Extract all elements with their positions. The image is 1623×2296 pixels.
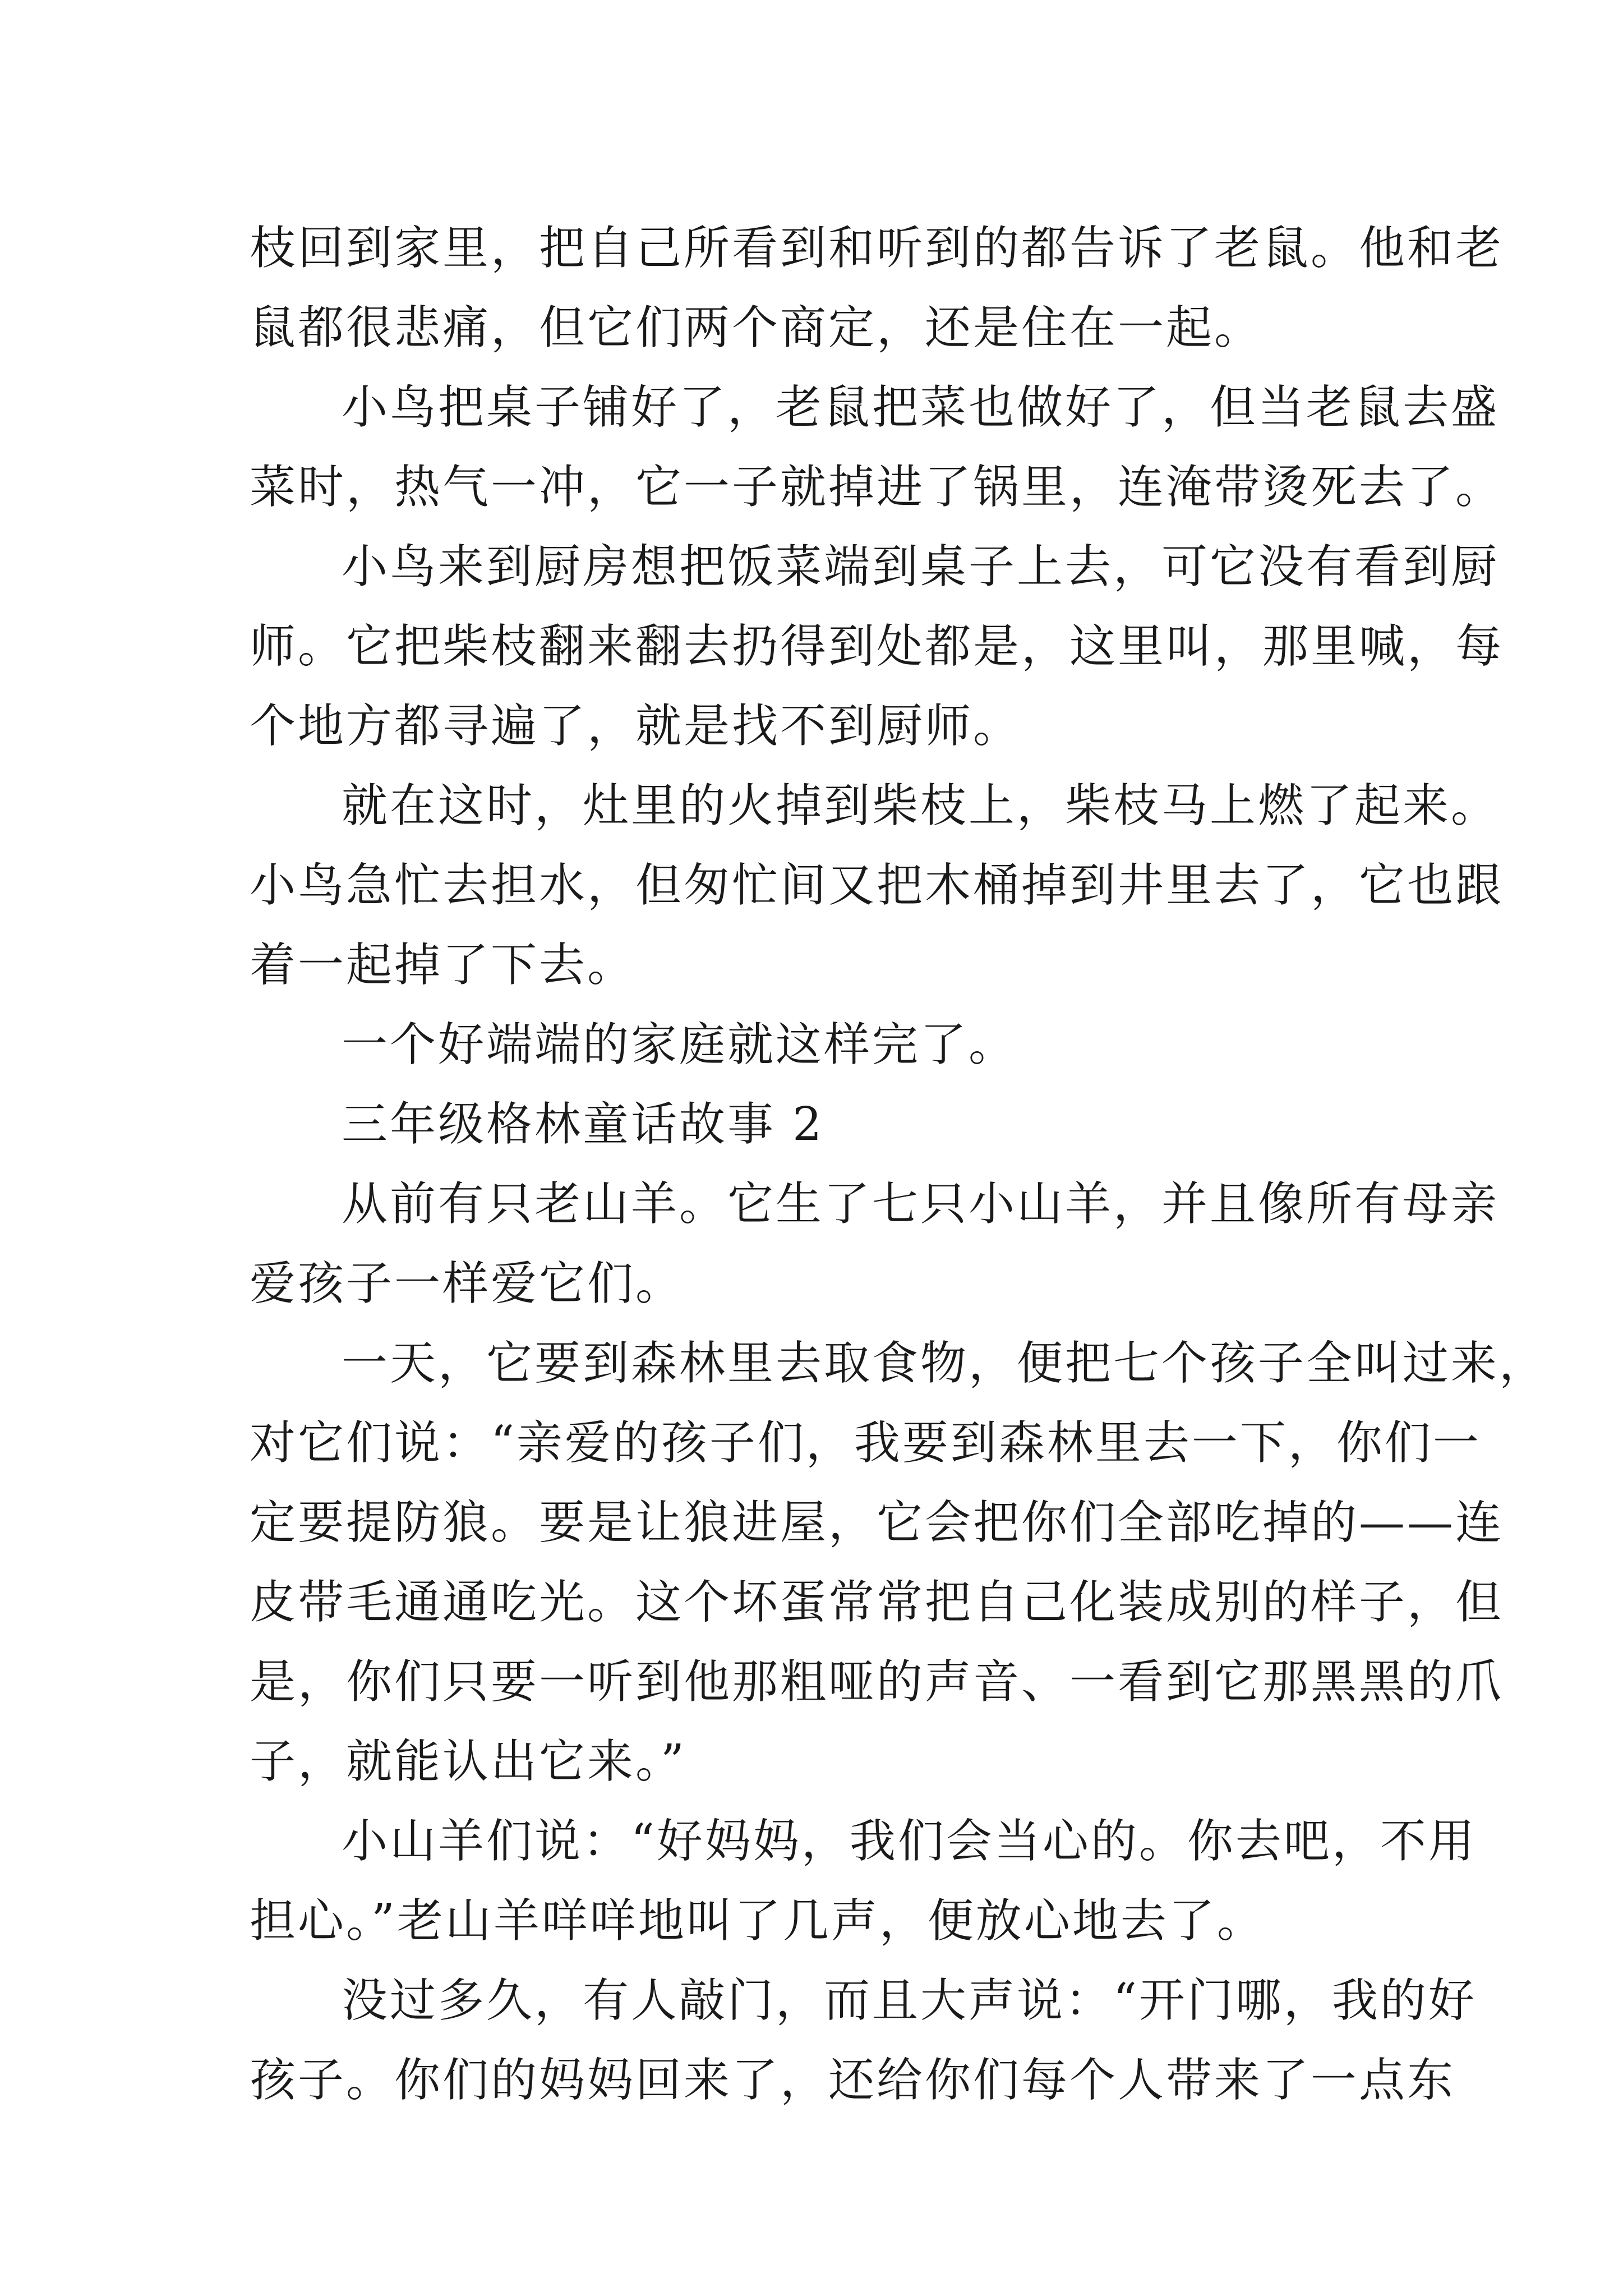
text-line: 师。它把柴枝翻来翻去扔得到处都是，这里叫，那里喊，每 (250, 620, 1504, 673)
text-line: 是，你们只要一听到他那粗哑的声音、一看到它那黑黑的爪 (250, 1655, 1504, 1709)
text-line: 定要提防狼。要是让狼进屋，它会把你们全部吃掉的——连 (250, 1496, 1504, 1549)
text-line: 菜时，热气一冲，它一子就掉进了锅里，连淹带烫死去了。 (250, 461, 1504, 514)
text-line: 子，就能认出它来。” (250, 1735, 686, 1788)
text-line: 从前有只老山羊。它生了七只小山羊，并且像所有母亲 (342, 1177, 1500, 1231)
text-line: 担心。”老山羊咩咩地叫了几声，便放心地去了。 (250, 1894, 1265, 1948)
text-line: 小鸟急忙去担水，但匆忙间又把木桶掉到井里去了，它也跟 (250, 859, 1504, 912)
text-line: 没过多久，有人敲门，而且大声说：“开门哪，我的好 (342, 1974, 1477, 2027)
text-line: 对它们说：“亲爱的孩子们，我要到森林里去一下，你们一 (250, 1416, 1481, 1470)
text-line: 小山羊们说：“好妈妈，我们会当心的。你去吧，不用 (342, 1815, 1477, 1868)
text-line: 皮带毛通通吃光。这个坏蛋常常把自己化装成别的样子，但 (250, 1576, 1504, 1629)
text-line: 孩子。你们的妈妈回来了，还给你们每个人带来了一点东 (250, 2054, 1456, 2107)
story-text (250, 209, 1548, 2120)
text-line: 枝回到家里，把自己所看到和听到的都告诉了老鼠。他和老 (250, 222, 1504, 275)
text-line: 小鸟把桌子铺好了，老鼠把菜也做好了，但当老鼠去盛 (342, 381, 1500, 434)
text-line: 鼠都很悲痛，但它们两个商定，还是住在一起。 (250, 301, 1263, 355)
text-line: 一天，它要到森林里去取食物，便把七个孩子全叫过来， (342, 1337, 1548, 1390)
text-line: 爱孩子一样爱它们。 (250, 1257, 684, 1310)
text-line: 小鸟来到厨房想把饭菜端到桌子上去，可它没有看到厨 (342, 540, 1500, 593)
text-line: 就在这时，灶里的火掉到柴枝上，柴枝马上燃了起来。 (342, 779, 1500, 832)
text-line: 一个好端端的家庭就这样完了。 (342, 1018, 1017, 1071)
text-line: 着一起掉了下去。 (250, 938, 636, 992)
section-heading: 三年级格林童话故事 2 (342, 1098, 824, 1151)
text-line: 个地方都寻遍了，就是找不到厨师。 (250, 700, 1022, 753)
